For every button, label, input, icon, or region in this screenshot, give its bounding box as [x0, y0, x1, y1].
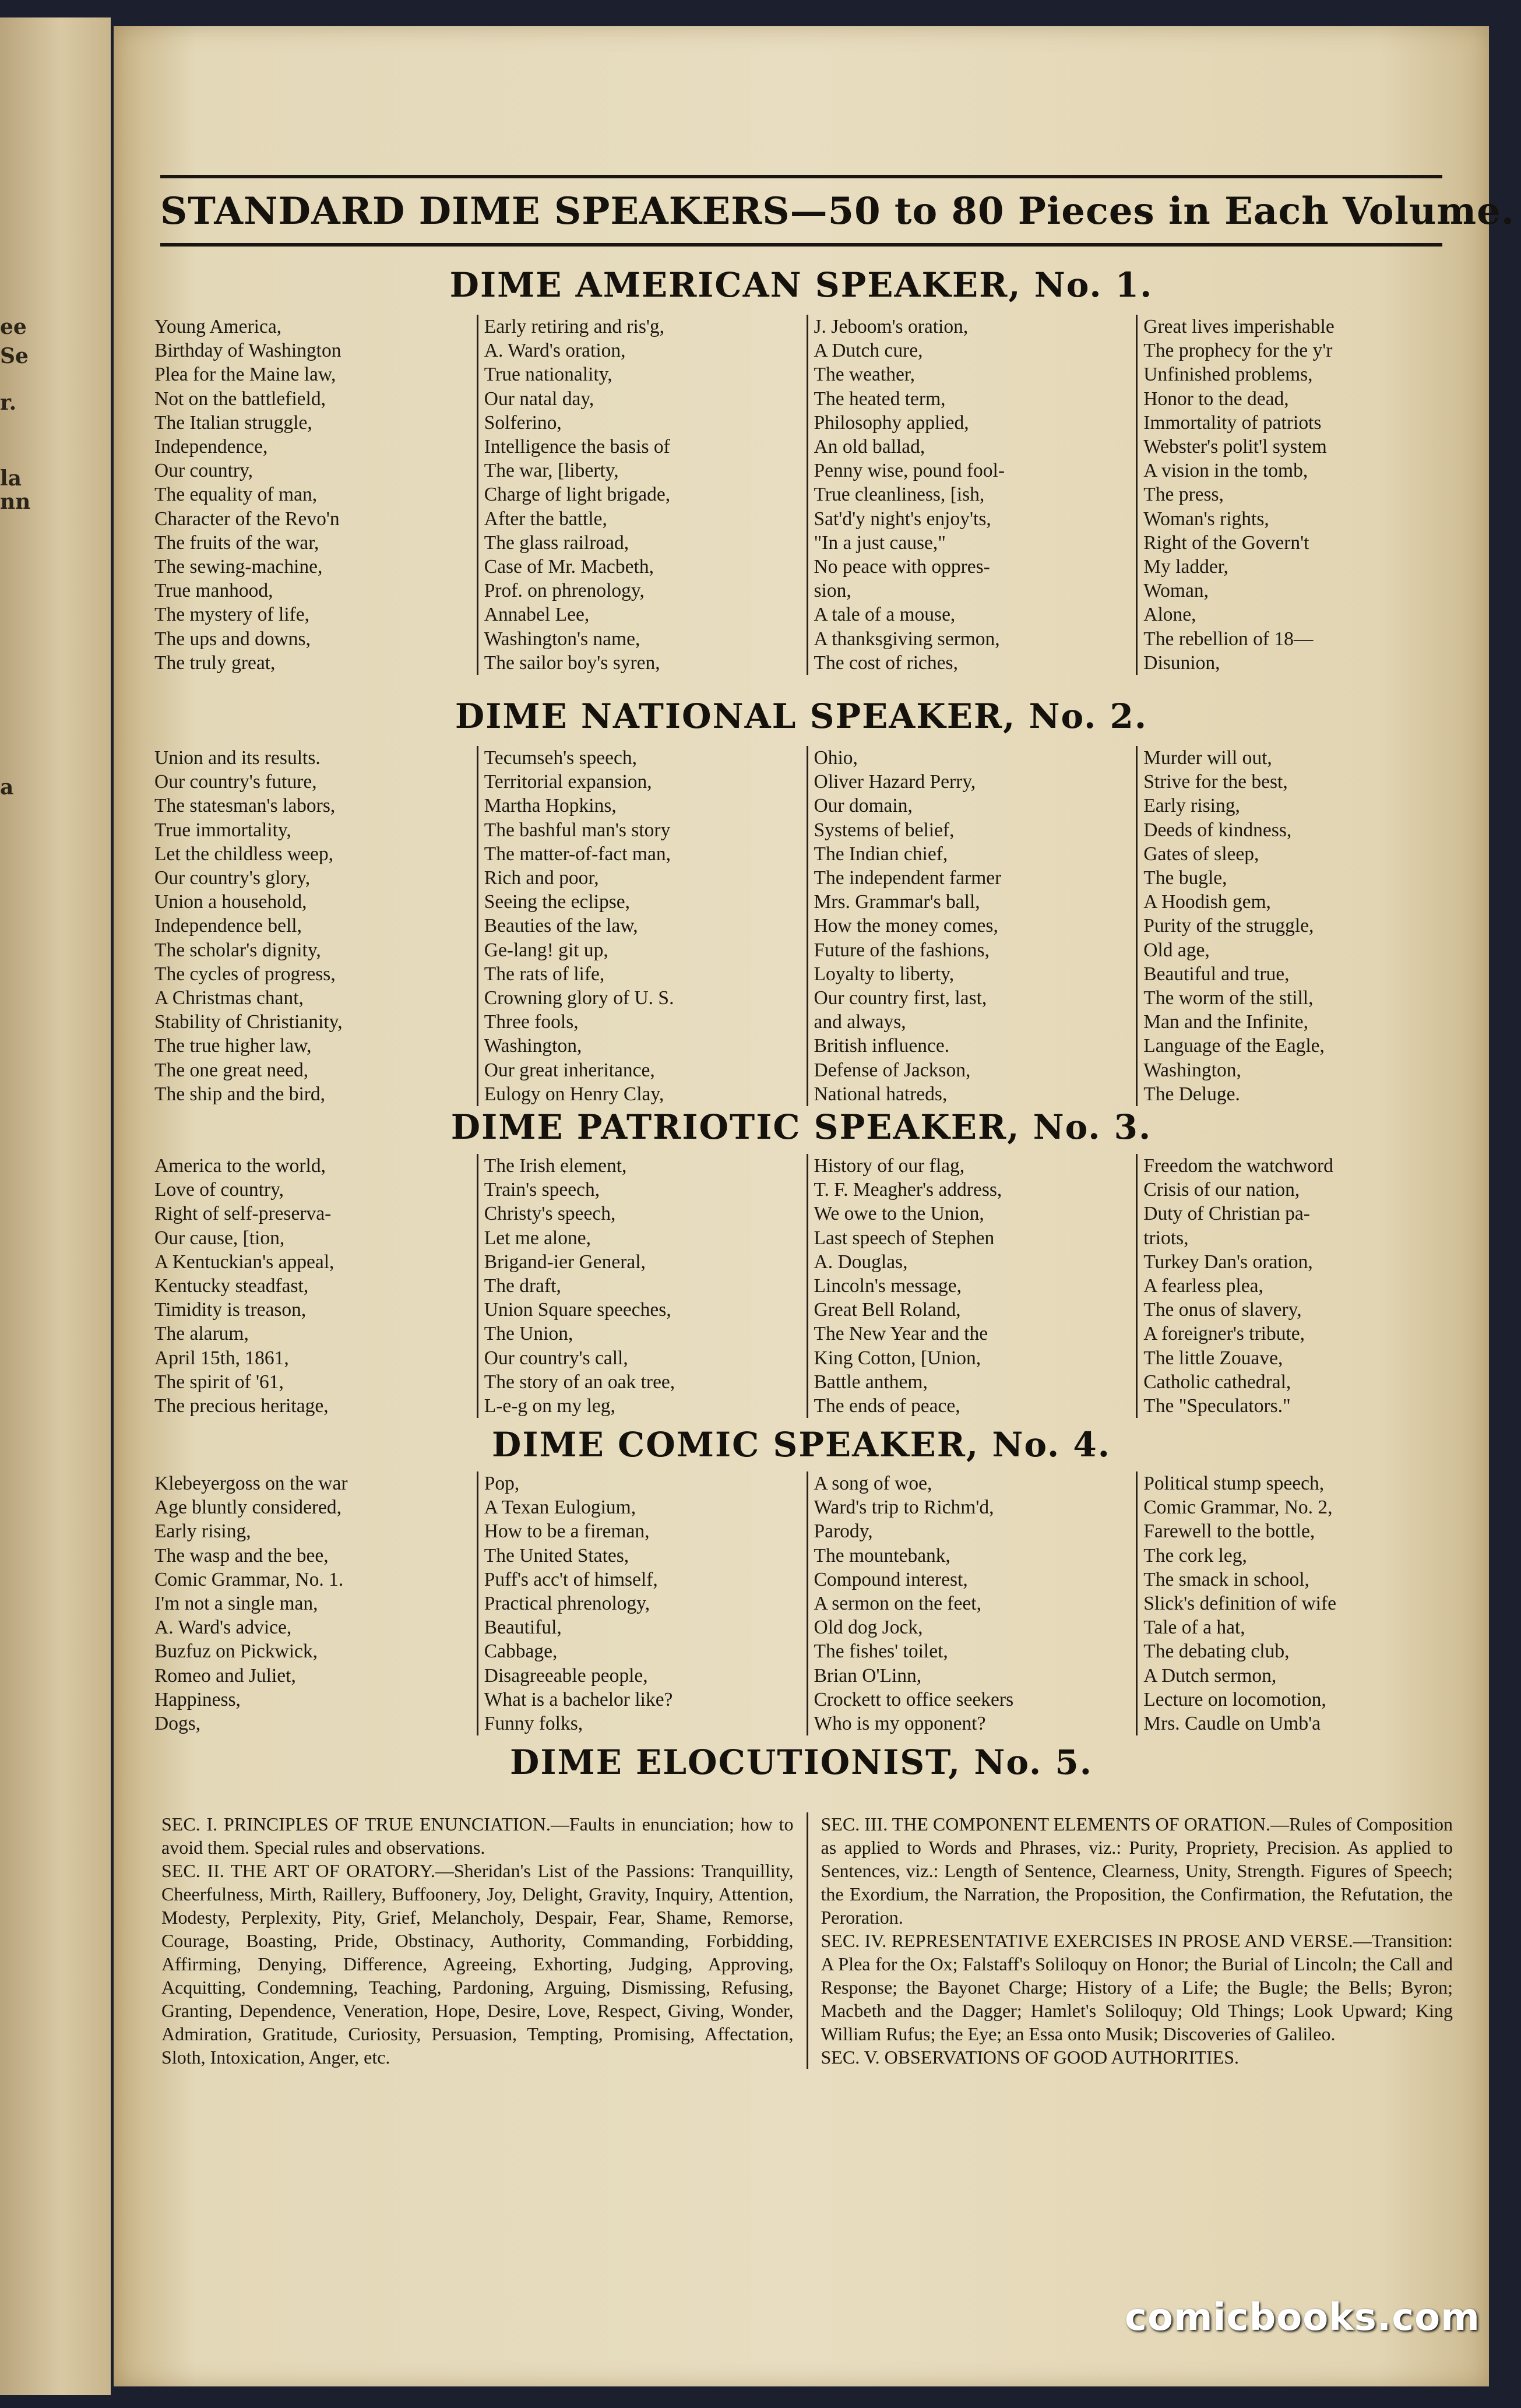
list-item: A Christmas chant, — [154, 987, 304, 1009]
list-item: Beauties of the law, — [484, 915, 638, 937]
list-item: The weather, — [814, 364, 916, 386]
list-item: A Kentuckian's appeal, — [154, 1251, 335, 1273]
list-item: A Dutch sermon, — [1143, 1664, 1277, 1687]
list-item: Intelligence the basis of — [484, 436, 670, 458]
elocutionist-columns — [149, 1812, 1466, 2069]
list-item: No peace with oppres- — [814, 556, 990, 578]
list-item: Right of self-preserva- — [154, 1203, 332, 1225]
list-item: Man and the Infinite, — [1143, 1011, 1309, 1033]
list-item: Political stump speech, — [1143, 1473, 1325, 1494]
list-item: Washington, — [1143, 1059, 1241, 1081]
list-item: The mountebank, — [814, 1544, 950, 1566]
list-item: Parody, — [814, 1520, 873, 1543]
list-item: Case of Mr. Macbeth, — [484, 556, 654, 578]
list-item: Puff's acc't of himself, — [484, 1568, 658, 1590]
list-item: A sermon on the feet, — [814, 1593, 981, 1615]
section-title-elocutionist: DIME ELOCUTIONIST, No. 5. — [510, 1742, 1093, 1782]
list-item: Washington's name, — [484, 628, 640, 650]
list-item: The truly great, — [154, 652, 276, 674]
section-column — [1136, 315, 1466, 675]
left-page-fragment: a — [0, 775, 14, 800]
list-item: The cost of riches, — [814, 652, 958, 674]
list-item: The smack in school, — [1143, 1568, 1309, 1590]
list-item: Brian O'Linn, — [814, 1664, 922, 1687]
list-item: The draft, — [484, 1275, 561, 1297]
list-item: British influence. — [814, 1035, 950, 1057]
list-item: A. Douglas, — [814, 1251, 908, 1273]
list-item: Honor to the dead, — [1143, 388, 1289, 410]
list-item: The New Year and the — [814, 1323, 988, 1345]
list-item: The precious heritage, — [154, 1395, 329, 1417]
list-item: Early rising, — [154, 1520, 251, 1543]
left-page-fragment: r. — [0, 390, 17, 415]
list-item: Let the childless weep, — [154, 843, 333, 865]
list-item: The fishes' toilet, — [814, 1640, 948, 1663]
list-item: Beautiful and true, — [1143, 963, 1290, 985]
list-item: The ship and the bird, — [154, 1083, 326, 1105]
list-item: Ge-lang! git up, — [484, 939, 608, 961]
list-item: How the money comes, — [814, 915, 998, 937]
list-item: Unfinished problems, — [1143, 364, 1313, 386]
list-item: The "Speculators." — [1143, 1395, 1291, 1417]
list-item: Early retiring and ris'g, — [484, 316, 665, 337]
list-item: Turkey Dan's oration, — [1143, 1251, 1313, 1273]
list-item: Great Bell Roland, — [814, 1299, 961, 1321]
list-item: Systems of belief, — [814, 819, 955, 841]
list-item: Immortality of patriots — [1143, 411, 1322, 434]
list-item: Independence, — [154, 436, 268, 458]
page-header: STANDARD DIME SPEAKERS—50 to 80 Pieces in Each Volume. — [160, 189, 1515, 233]
list-item: Not on the battlefield, — [154, 388, 326, 410]
list-item: Independence bell, — [154, 915, 302, 937]
list-item: Funny folks, — [484, 1713, 583, 1735]
list-item: America to the world, — [154, 1155, 326, 1177]
list-item: The story of an oak tree, — [484, 1371, 675, 1393]
list-item: Early rising, — [1143, 795, 1240, 817]
elocutionist-paragraph: SEC. I. PRINCIPLES OF TRUE ENUNCIATION.—Faults in enunciation; how to avoid them. Special rules and observations. — [161, 1814, 794, 1858]
list-item: Duty of Christian pa- — [1143, 1203, 1310, 1225]
list-item: Cabbage, — [484, 1640, 558, 1663]
list-item: Our country first, last, — [814, 987, 987, 1009]
list-item: The Deluge. — [1143, 1083, 1240, 1105]
list-item: Disagreeable people, — [484, 1664, 648, 1687]
section-column — [807, 1154, 1136, 1418]
section-column — [477, 1471, 807, 1735]
list-item: J. Jeboom's oration, — [814, 316, 969, 337]
list-item: Let me alone, — [484, 1227, 591, 1249]
list-item: The rebellion of 18— — [1143, 628, 1314, 650]
list-item: Comic Grammar, No. 2, — [1143, 1497, 1333, 1519]
list-item: My ladder, — [1143, 556, 1228, 578]
list-item: Our country's call, — [484, 1347, 628, 1369]
list-item: King Cotton, [Union, — [814, 1347, 981, 1369]
list-item: The equality of man, — [154, 484, 318, 506]
list-item: Deeds of kindness, — [1143, 819, 1292, 841]
list-item: Ohio, — [814, 747, 858, 769]
list-item: Martha Hopkins, — [484, 795, 617, 817]
list-item: Slick's definition of wife — [1143, 1593, 1336, 1615]
section-column — [149, 315, 477, 675]
list-item: Our cause, [tion, — [154, 1227, 285, 1249]
list-item: Eulogy on Henry Clay, — [484, 1083, 664, 1105]
list-item: The wasp and the bee, — [154, 1544, 329, 1566]
list-item: The independent farmer — [814, 867, 1002, 889]
list-item: Tale of a hat, — [1143, 1617, 1245, 1639]
list-item: T. F. Meagher's address, — [814, 1179, 1002, 1201]
list-item: Our natal day, — [484, 388, 594, 410]
list-item: A foreigner's tribute, — [1143, 1323, 1305, 1345]
list-item: The cork leg, — [1143, 1544, 1247, 1566]
list-item: A. Ward's oration, — [484, 340, 626, 362]
list-item: Tecumseh's speech, — [484, 747, 638, 769]
list-item: A Texan Eulogium, — [484, 1497, 636, 1519]
elocutionist-left-column — [149, 1812, 807, 2069]
list-item: Love of country, — [154, 1179, 284, 1201]
list-item: Union a household, — [154, 891, 307, 913]
left-page-fragment: la — [0, 466, 22, 491]
section-column — [807, 746, 1136, 1106]
section-title-comic: DIME COMIC SPEAKER, No. 4. — [492, 1425, 1111, 1464]
section-column — [477, 315, 807, 675]
list-item: Defense of Jackson, — [814, 1059, 971, 1081]
section-national-columns — [149, 746, 1466, 1106]
list-item: and always, — [814, 1011, 906, 1033]
list-item: Charge of light brigade, — [484, 484, 671, 506]
list-item: The scholar's dignity, — [154, 939, 321, 961]
section-comic-columns — [149, 1471, 1466, 1735]
list-item: Compound interest, — [814, 1568, 968, 1590]
list-item: The debating club, — [1143, 1640, 1290, 1663]
list-item: The war, [liberty, — [484, 460, 619, 482]
list-item: Character of the Revo'n — [154, 508, 340, 530]
catalog-page — [114, 26, 1515, 2386]
list-item: National hatreds, — [814, 1083, 948, 1105]
list-item: "In a just cause," — [814, 531, 946, 554]
list-item: Train's speech, — [484, 1179, 600, 1201]
section-column — [807, 1471, 1136, 1735]
list-item: Three fools, — [484, 1011, 579, 1033]
list-item: Who is my opponent? — [814, 1713, 986, 1735]
list-item: A tale of a mouse, — [814, 604, 956, 626]
list-item: The one great need, — [154, 1059, 309, 1081]
list-item: sion, — [814, 580, 851, 602]
left-page-edge — [0, 17, 111, 2395]
list-item: The sailor boy's syren, — [484, 652, 660, 674]
list-item: Prof. on phrenology, — [484, 580, 645, 602]
list-item: A. Ward's advice, — [154, 1617, 292, 1639]
list-item: A vision in the tomb, — [1143, 460, 1308, 482]
section-column — [1136, 1154, 1466, 1418]
list-item: Stability of Christianity, — [154, 1011, 343, 1033]
list-item: Beautiful, — [484, 1617, 562, 1639]
list-item: Gates of sleep, — [1143, 843, 1259, 865]
list-item: Comic Grammar, No. 1. — [154, 1568, 344, 1590]
header-rule — [160, 243, 1442, 247]
section-column — [1136, 1471, 1466, 1735]
list-item: Our country's future, — [154, 771, 317, 793]
list-item: Freedom the watchword — [1143, 1155, 1333, 1177]
list-item: Great lives imperishable — [1143, 316, 1335, 337]
list-item: Catholic cathedral, — [1143, 1371, 1291, 1393]
list-item: Sat'd'y night's enjoy'ts, — [814, 508, 991, 530]
list-item: Seeing the eclipse, — [484, 891, 630, 913]
list-item: Union Square speeches, — [484, 1299, 671, 1321]
list-item: Last speech of Stephen — [814, 1227, 995, 1249]
list-item: Farewell to the bottle, — [1143, 1520, 1315, 1543]
list-item: Union and its results. — [154, 747, 321, 769]
section-column — [149, 1154, 477, 1418]
top-rule — [160, 175, 1442, 178]
left-page-fragment: ee — [0, 315, 27, 339]
list-item: Washington, — [484, 1035, 582, 1057]
list-item: Plea for the Maine law, — [154, 364, 336, 386]
list-item: The ends of peace, — [814, 1395, 960, 1417]
list-item: Age bluntly considered, — [154, 1497, 341, 1519]
list-item: Our country, — [154, 460, 254, 482]
list-item: Crockett to office seekers — [814, 1688, 1014, 1710]
list-item: History of our flag, — [814, 1155, 965, 1177]
list-item: Language of the Eagle, — [1143, 1035, 1325, 1057]
section-american-columns — [149, 315, 1466, 675]
list-item: Strive for the best, — [1143, 771, 1288, 793]
left-page-fragment: nn — [0, 490, 31, 514]
list-item: The mystery of life, — [154, 604, 310, 626]
section-column — [1136, 746, 1466, 1106]
list-item: Birthday of Washington — [154, 340, 341, 362]
list-item: A Hoodish gem, — [1143, 891, 1271, 913]
list-item: Young America, — [154, 316, 282, 337]
elocutionist-paragraph: SEC. III. THE COMPONENT ELEMENTS OF ORATION.—Rules of Composition as applied to Words and Phrases, viz.: Purity, Propriety, Precision. As applied to Sentences, viz.: Length of Sentence, Clearness, Unity, Strength. Figures of Speech; the Exordium, the Narration, the Proposition, the Confirmation, the Refutation, the Peroration. — [821, 1814, 1453, 1928]
list-item: I'm not a single man, — [154, 1593, 318, 1615]
list-item: Lincoln's message, — [814, 1275, 962, 1297]
section-column — [807, 315, 1136, 675]
list-item: Dogs, — [154, 1713, 201, 1735]
list-item: Brigand-ier General, — [484, 1251, 646, 1273]
list-item: The bashful man's story — [484, 819, 671, 841]
list-item: Klebeyergoss on the war — [154, 1473, 348, 1494]
list-item: A Dutch cure, — [814, 340, 923, 362]
list-item: Romeo and Juliet, — [154, 1664, 296, 1687]
list-item: Oliver Hazard Perry, — [814, 771, 976, 793]
list-item: Woman's rights, — [1143, 508, 1269, 530]
list-item: True nationality, — [484, 364, 612, 386]
list-item: An old ballad, — [814, 436, 925, 458]
list-item: Future of the fashions, — [814, 939, 990, 961]
list-item: The Indian chief, — [814, 843, 948, 865]
elocutionist-paragraph: SEC. V. OBSERVATIONS OF GOOD AUTHORITIES. — [821, 2047, 1240, 2068]
section-title-national: DIME NATIONAL SPEAKER, No. 2. — [455, 696, 1148, 736]
list-item: The Italian struggle, — [154, 411, 312, 434]
list-item: What is a bachelor like? — [484, 1688, 673, 1710]
elocutionist-paragraph: SEC. II. THE ART OF ORATORY.—Sheridan's List of the Passions: Tranquillity, Cheerfulness, Mirth, Raillery, Buffoonery, Joy, Delight, Gravity, Inquiry, Attention, Modesty, Perplexity, Pity, Grief, Melancholy, Despair, Fear, Shame, Remorse, Courage, Boasting, Pride, Obstinacy, Authority, Commanding, Forbidding, Affirming, Denying, Difference, Agreeing, Exhorting, Judging, Approving, Acquitting, Condemning, Teaching, Pardoning, Arguing, Dismissing, Refusing, Granting, Dependence, Veneration, Hope, Desire, Love, Respect, Giving, Wonder, Admiration, Gratitude, Curiosity, Persuasion, Tempting, Promising, Affectation, Sloth, Intoxication, Anger, etc. — [161, 1860, 794, 2068]
list-item: Timidity is treason, — [154, 1299, 307, 1321]
list-item: Buzfuz on Pickwick, — [154, 1640, 318, 1663]
list-item: Our country's glory, — [154, 867, 311, 889]
list-item: Our great inheritance, — [484, 1059, 655, 1081]
list-item: Penny wise, pound fool- — [814, 460, 1005, 482]
list-item: Murder will out, — [1143, 747, 1272, 769]
list-item: The United States, — [484, 1544, 629, 1566]
section-column — [477, 746, 807, 1106]
list-item: The ups and downs, — [154, 628, 311, 650]
list-item: The true higher law, — [154, 1035, 312, 1057]
list-item: Webster's polit'l system — [1143, 436, 1327, 458]
list-item: A thanksgiving sermon, — [814, 628, 1000, 650]
list-item: The press, — [1143, 484, 1224, 506]
list-item: The sewing-machine, — [154, 556, 323, 578]
list-item: Alone, — [1143, 604, 1196, 626]
section-patriotic-columns — [149, 1154, 1466, 1418]
list-item: Mrs. Caudle on Umb'a — [1143, 1713, 1321, 1735]
list-item: Happiness, — [154, 1688, 241, 1710]
list-item: Mrs. Grammar's ball, — [814, 891, 980, 913]
list-item: Kentucky steadfast, — [154, 1275, 309, 1297]
list-item: After the battle, — [484, 508, 607, 530]
site-watermark: comicbooks.com — [1125, 2296, 1480, 2339]
left-page-fragment: Se — [0, 344, 29, 368]
list-item: Philosophy applied, — [814, 411, 969, 434]
list-item: Annabel Lee, — [484, 604, 590, 626]
list-item: Pop, — [484, 1473, 520, 1494]
list-item: The little Zouave, — [1143, 1347, 1283, 1369]
list-item: A fearless plea, — [1143, 1275, 1263, 1297]
list-item: Ward's trip to Richm'd, — [814, 1497, 994, 1519]
list-item: True cleanliness, [ish, — [814, 484, 985, 506]
list-item: Practical phrenology, — [484, 1593, 650, 1615]
list-item: Disunion, — [1143, 652, 1220, 674]
list-item: The heated term, — [814, 388, 946, 410]
list-item: The glass railroad, — [484, 531, 629, 554]
list-item: Loyalty to liberty, — [814, 963, 955, 985]
section-column — [149, 746, 477, 1106]
elocutionist-paragraph: SEC. IV. REPRESENTATIVE EXERCISES IN PROSE AND VERSE.—Transition: A Plea for the Ox; Falstaff's Soliloquy on Honor; the Burial of Lincoln; the Call and Response; the Bayonet Charge; History of a Life; the Bugle; the Bells; Byron; Macbeth and the Dagger; Hamlet's Soliloquy; Old Things; Look Upward; King William Rufus; the Eye; an Essa onto Musik; Discoveries of Galileo. — [821, 1930, 1453, 2044]
list-item: The statesman's labors, — [154, 795, 336, 817]
elocutionist-right-column — [807, 1812, 1466, 2069]
list-item: Rich and poor, — [484, 867, 599, 889]
list-item: The fruits of the war, — [154, 531, 319, 554]
list-item: L-e-g on my leg, — [484, 1395, 615, 1417]
list-item: The worm of the still, — [1143, 987, 1314, 1009]
list-item: A song of woe, — [814, 1473, 932, 1494]
list-item: The cycles of progress, — [154, 963, 336, 985]
list-item: Right of the Govern't — [1143, 531, 1309, 554]
list-item: Crowning glory of U. S. — [484, 987, 674, 1009]
list-item: Our domain, — [814, 795, 913, 817]
list-item: The prophecy for the y'r — [1143, 340, 1333, 362]
list-item: True manhood, — [154, 580, 273, 602]
section-column — [149, 1471, 477, 1735]
list-item: The bugle, — [1143, 867, 1227, 889]
section-title-american: DIME AMERICAN SPEAKER, No. 1. — [449, 265, 1153, 305]
list-item: Old age, — [1143, 939, 1210, 961]
list-item: The rats of life, — [484, 963, 605, 985]
list-item: Battle anthem, — [814, 1371, 928, 1393]
list-item: Purity of the struggle, — [1143, 915, 1314, 937]
list-item: How to be a fireman, — [484, 1520, 650, 1543]
list-item: The alarum, — [154, 1323, 249, 1345]
list-item: The onus of slavery, — [1143, 1299, 1302, 1321]
list-item: triots, — [1143, 1227, 1189, 1249]
list-item: Woman, — [1143, 580, 1209, 602]
list-item: The matter-of-fact man, — [484, 843, 671, 865]
section-column — [477, 1154, 807, 1418]
section-title-patriotic: DIME PATRIOTIC SPEAKER, No. 3. — [450, 1107, 1152, 1147]
list-item: Lecture on locomotion, — [1143, 1688, 1326, 1710]
list-item: Old dog Jock, — [814, 1617, 923, 1639]
list-item: Solferino, — [484, 411, 562, 434]
list-item: The Irish element, — [484, 1155, 627, 1177]
list-item: Crisis of our nation, — [1143, 1179, 1300, 1201]
list-item: Territorial expansion, — [484, 771, 652, 793]
list-item: True immortality, — [154, 819, 291, 841]
list-item: April 15th, 1861, — [154, 1347, 289, 1369]
list-item: The Union, — [484, 1323, 573, 1345]
list-item: Christy's speech, — [484, 1203, 616, 1225]
list-item: We owe to the Union, — [814, 1203, 984, 1225]
list-item: The spirit of '61, — [154, 1371, 284, 1393]
